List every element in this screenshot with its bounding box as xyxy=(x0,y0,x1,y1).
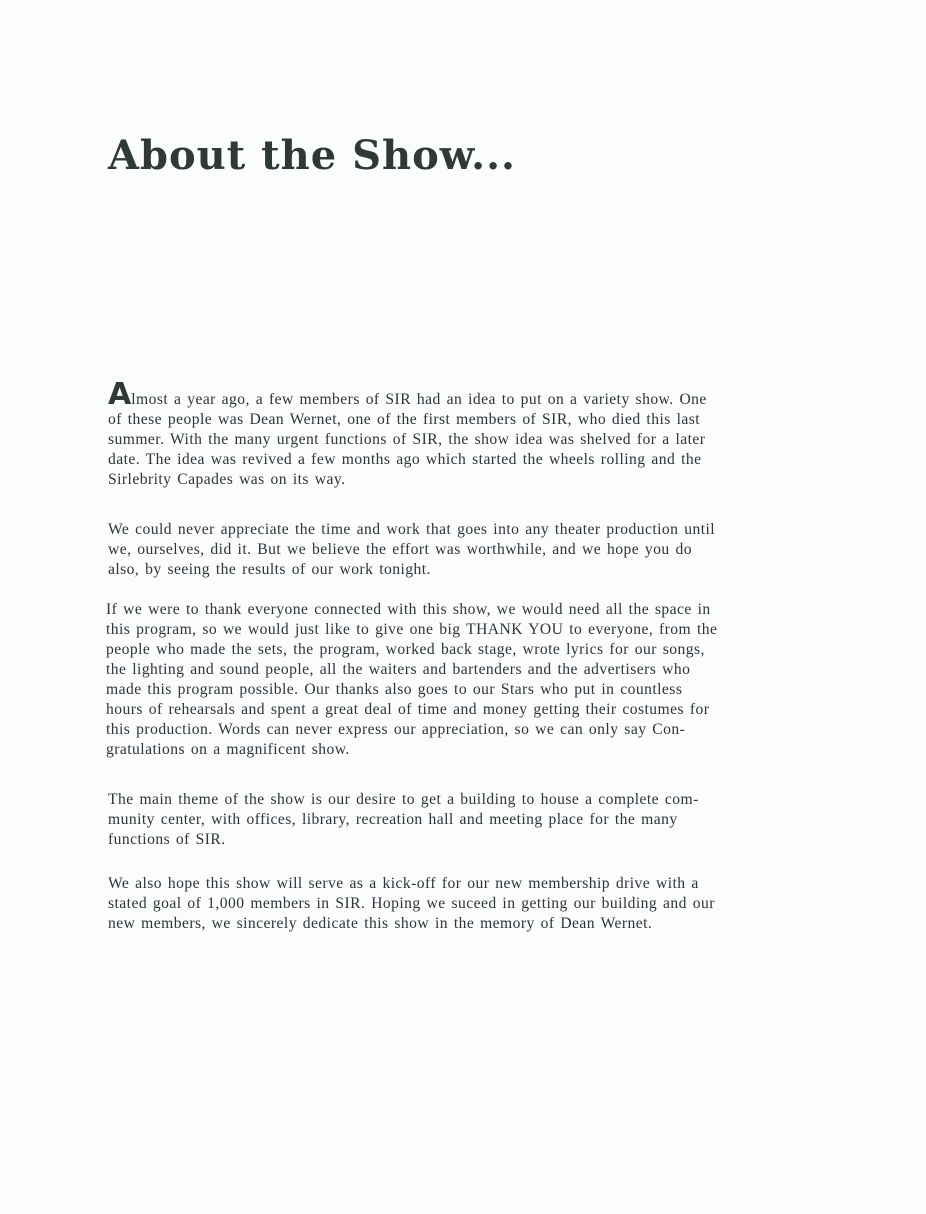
paragraph-theme xyxy=(108,790,820,850)
text-line: summer. With the many urgent functions of SIR, the show idea was shelved for a later xyxy=(108,431,706,448)
text-line: We could never appreciate the time and work that goes into any theater production until xyxy=(108,521,716,538)
text-line: Sirlebrity Capades was on its way. xyxy=(108,471,346,488)
paragraph-intro xyxy=(108,377,820,490)
text-line: this program, so we would just like to give one big THANK YOU to everyone, from the xyxy=(106,621,718,638)
text-line: made this program possible. Our thanks also goes to our Stars who put in countless xyxy=(106,681,683,698)
text-line: gratulations on a magnificent show. xyxy=(106,741,350,758)
text-line: also, by seeing the results of our work tonight. xyxy=(108,561,431,578)
text-line: We also hope this show will serve as a kick-off for our new membership drive with a xyxy=(108,875,699,892)
text-line: of these people was Dean Wernet, one of the first members of SIR, who died this last xyxy=(108,411,701,428)
paragraph-thanks xyxy=(106,600,818,760)
text-line: The main theme of the show is our desire to get a building to house a complete com- xyxy=(108,791,699,808)
drop-cap: A xyxy=(108,377,132,412)
text-line: date. The idea was revived a few months ago which started the wheels rolling and the xyxy=(108,451,702,468)
text-line: new members, we sincerely dedicate this show in the memory of Dean Wernet. xyxy=(108,915,653,932)
text-line: If we were to thank everyone connected with this show, we would need all the space in xyxy=(106,601,711,618)
text-line: people who made the sets, the program, worked back stage, wrote lyrics for our songs, xyxy=(106,641,705,658)
paragraph-appreciation xyxy=(108,520,820,580)
text-line: the lighting and sound people, all the waiters and bartenders and the advertisers who xyxy=(106,661,691,678)
text-line: functions of SIR. xyxy=(108,831,226,848)
text-line: hours of rehearsals and spent a great deal of time and money getting their costumes for xyxy=(106,701,710,718)
text-line: we, ourselves, did it. But we believe the effort was worthwhile, and we hope you do xyxy=(108,541,692,558)
text-line: Almost a year ago, a few members of SIR had an idea to put on a variety show. One xyxy=(108,377,707,412)
text-line: stated goal of 1,000 members in SIR. Hoping we suceed in getting our building and our xyxy=(108,895,715,912)
text-line: this production. Words can never express our appreciation, so we can only say Con- xyxy=(106,721,686,738)
paragraph-dedication xyxy=(108,874,820,934)
text-line: munity center, with offices, library, recreation hall and meeting place for the many xyxy=(108,811,678,828)
page-title: About the Show... xyxy=(108,132,516,179)
